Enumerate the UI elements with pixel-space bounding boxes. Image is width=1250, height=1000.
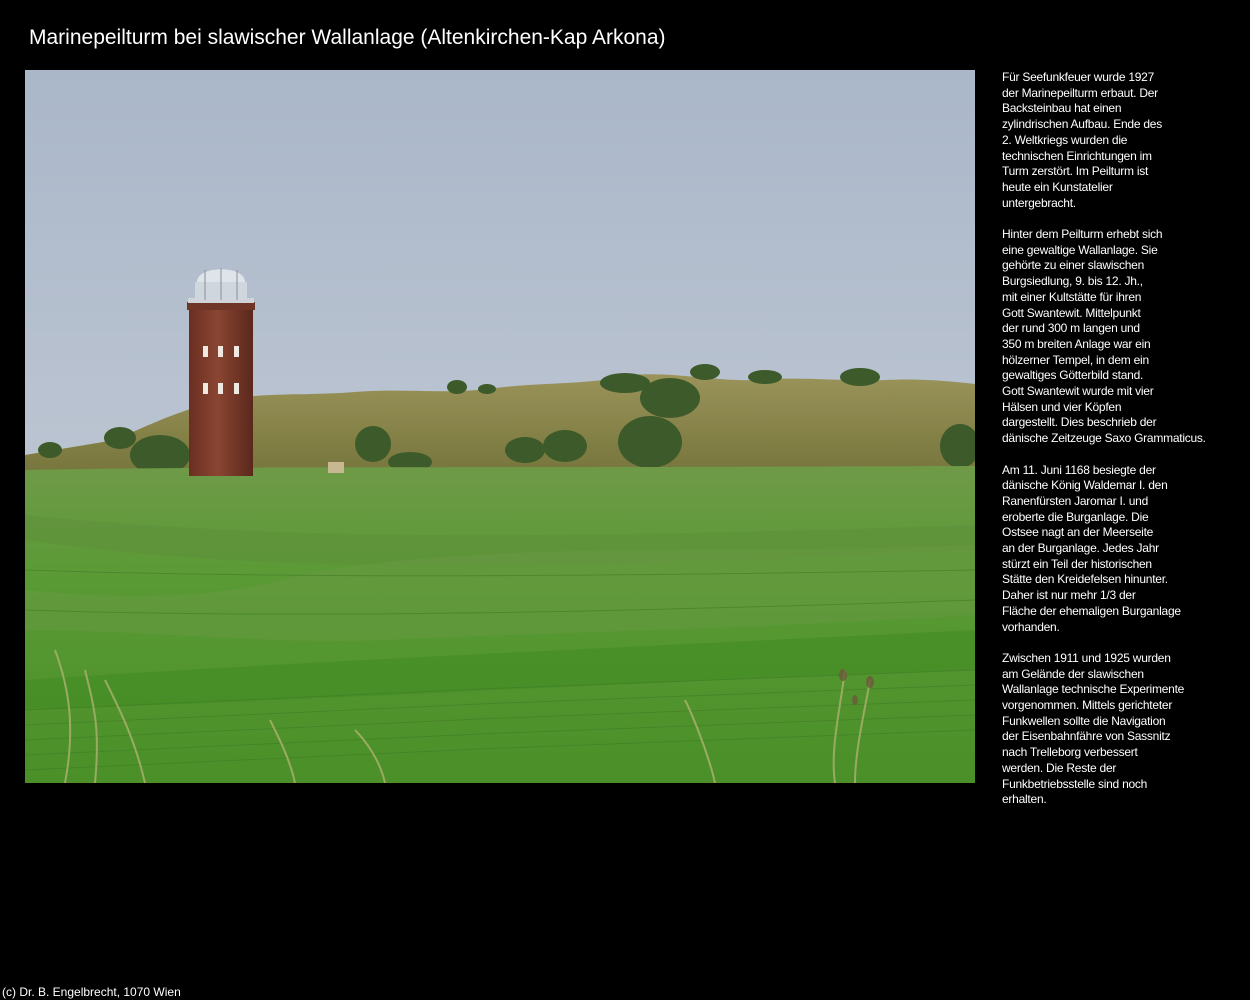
copyright-notice: (c) Dr. B. Engelbrecht, 1070 Wien [2,985,181,999]
paragraph-peilturm: Für Seefunkfeuer wurde 1927 der Marinepeilturm erbaut. Der Backsteinbau hat einen zylindrischen Aufbau. Ende des 2. Weltkriegs wurden die technischen Einrichtungen im Turm zerstört. Im Peilturm ist heute ein Kunstatelier untergebracht. [1002,70,1162,210]
paragraph-history: Am 11. Juni 1168 besiegte der dänische König Waldemar I. den Ranenfürsten Jaromar I. und eroberte die Burganlage. Die Ostsee nagt an der Meerseite an der Burganlage. Jedes Jahr stürzt ein Teil der historischen Stätte den Kreidefelsen hinunter. Daher ist nur mehr 1/3 der Fläche der ehemaligen Burganlage vorhanden. [1002,462,1181,634]
description-text [1002,70,1242,824]
marinepeilturm-tower [187,268,255,476]
landscape-photo [25,70,975,783]
paragraph-experiments: Zwischen 1911 und 1925 wurden am Gelände der slawischen Wallanlage technische Experimente vorgenommen. Mittels gerichteter Funkwellen sollte die Navigation der Eisenbahnfähre von Sassnitz nach Trelleborg verbessert werden. Die Reste der Funkbetriebsstelle sind noch erhalten. [1002,650,1185,807]
paragraph-wallanlage: Hinter dem Peilturm erhebt sich eine gewaltige Wallanlage. Sie gehörte zu einer slawischen Burgsiedlung, 9. bis 12. Jh., mit einer Kultstätte für ihren Gott Swantewit. Mittelpunkt der rund 300 m langen und 350 m breiten Anlage war ein hölzerner Tempel, in dem ein gewaltiges Götterbild stand. Gott Swantewit wurde mit vier Hälsen und vier Köpfen dargestellt. Dies beschrieb der dänische Zeitzeuge Saxo Grammaticus. [1002,227,1206,446]
info-sign [328,462,344,473]
page-title: Marinepeilturm bei slawischer Wallanlage (Altenkirchen-Kap Arkona) [29,26,666,49]
landscape-illustration [25,70,975,783]
